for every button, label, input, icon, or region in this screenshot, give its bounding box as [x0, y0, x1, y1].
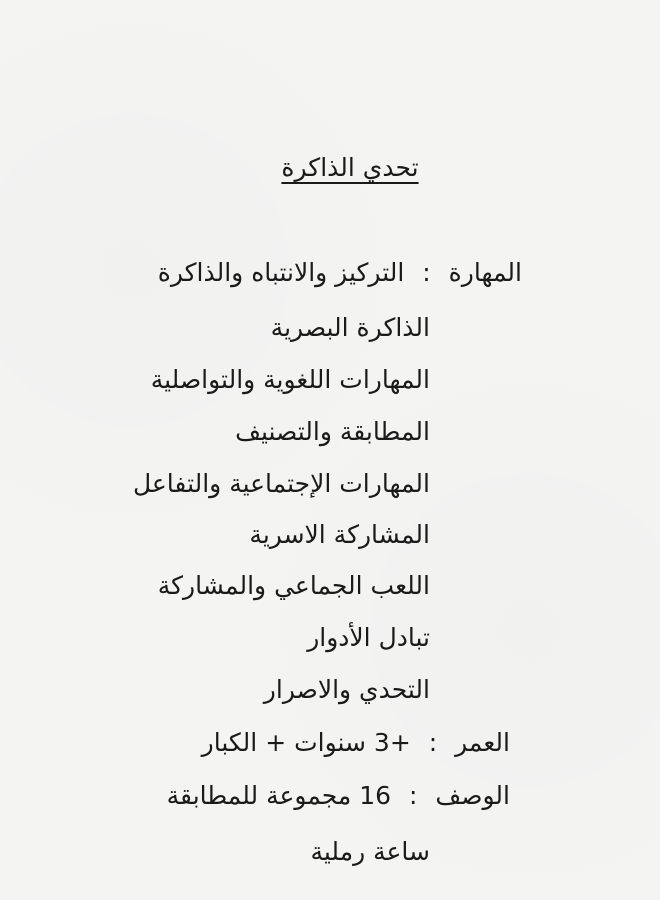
description-row: [167, 778, 510, 814]
page-title: تحدي الذاكرة: [281, 153, 419, 182]
skill-item: المطابقة والتصنيف: [235, 417, 430, 446]
description-extra: ساعة رملية: [310, 837, 430, 866]
skill-item: اللعب الجماعي والمشاركة: [157, 571, 430, 600]
skill-item: الذاكرة البصرية: [270, 313, 430, 342]
description-label: الوصف: [435, 781, 510, 810]
skill-row: [158, 255, 522, 291]
skill-label: المهارة: [448, 258, 522, 287]
skill-item: المهارات الإجتماعية والتفاعل: [132, 469, 430, 498]
age-label: العمر: [455, 728, 510, 757]
age-value: +3 سنوات + الكبار: [201, 728, 411, 757]
age-separator: :: [428, 728, 438, 757]
description-value: 16 مجموعة للمطابقة: [166, 781, 392, 810]
skill-item: التركيز والانتباه والذاكرة: [157, 258, 405, 287]
skill-item: المشاركة الاسرية: [249, 520, 430, 549]
description-separator: :: [409, 781, 418, 810]
skill-separator: :: [422, 258, 431, 287]
skill-item: تبادل الأدوار: [307, 623, 430, 652]
skill-item: المهارات اللغوية والتواصلية: [150, 365, 430, 394]
age-row: [202, 725, 510, 761]
skill-item: التحدي والاصرار: [263, 675, 430, 704]
